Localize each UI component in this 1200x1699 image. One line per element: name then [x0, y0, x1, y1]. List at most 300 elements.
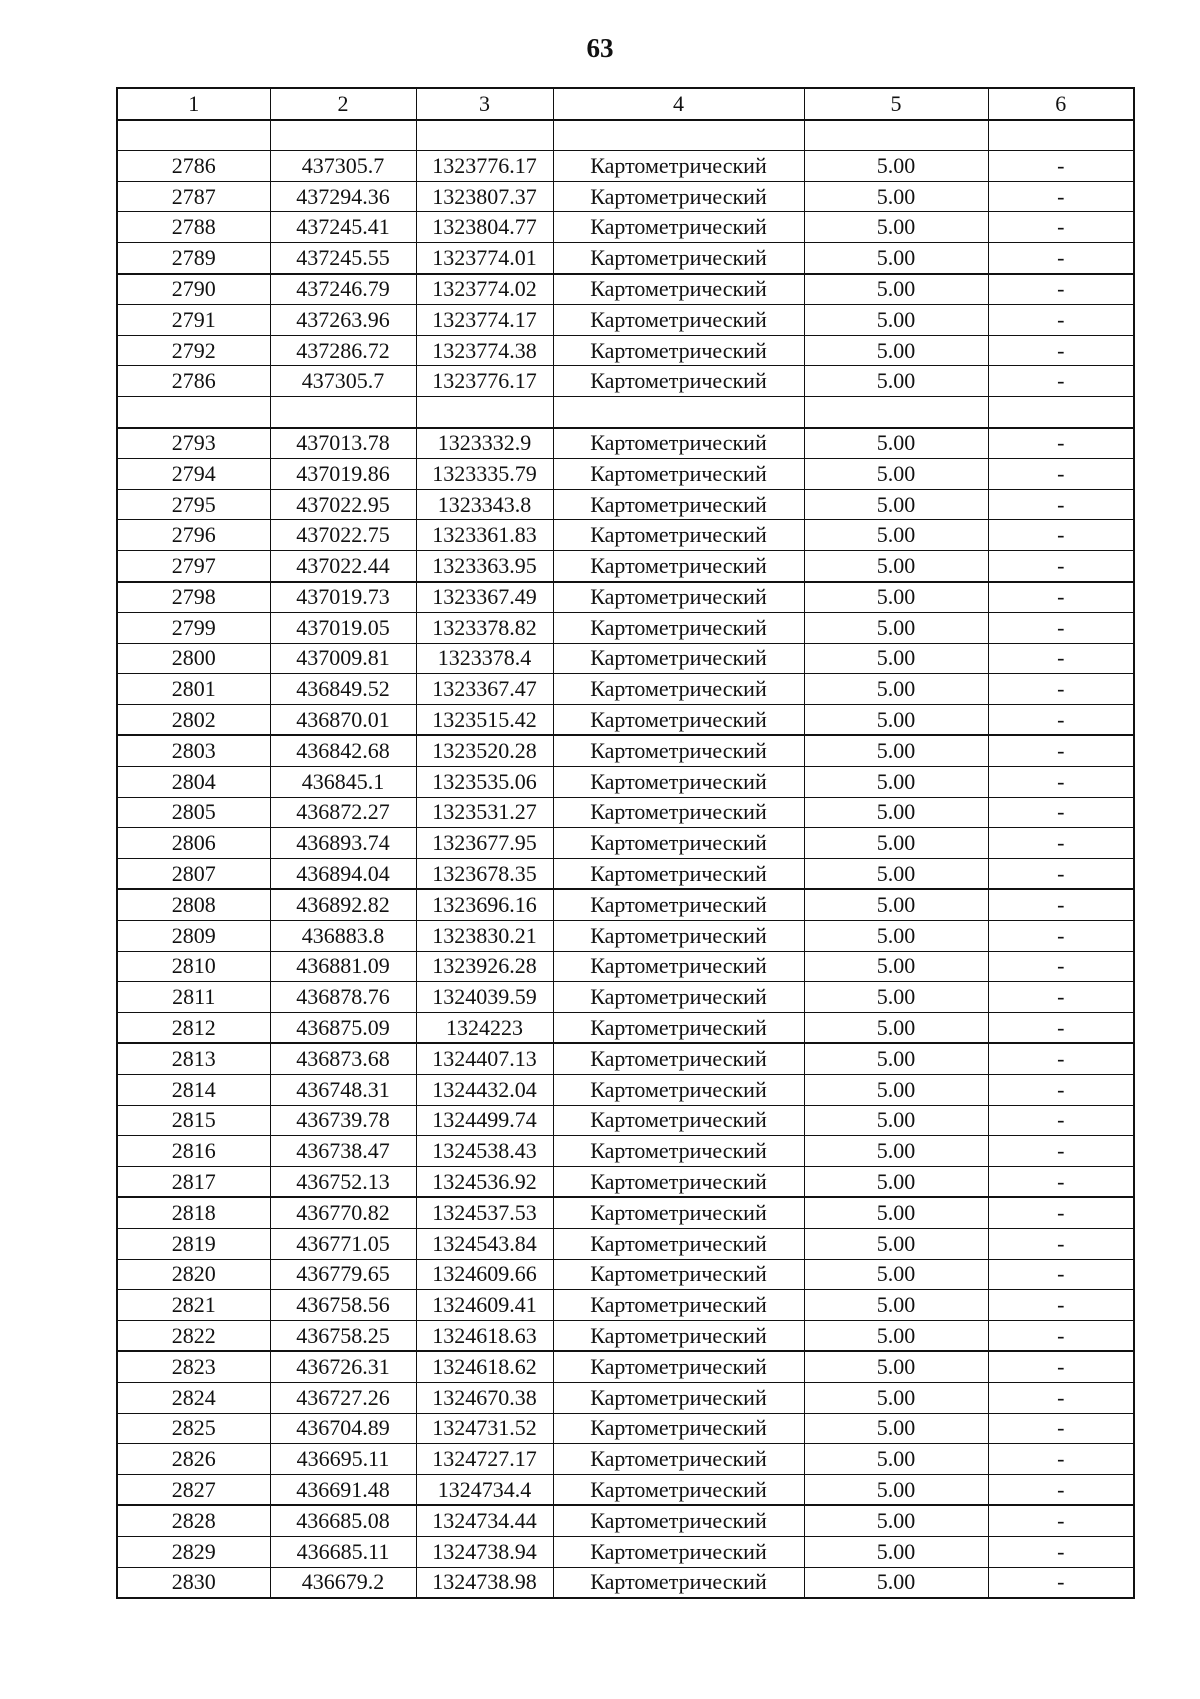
accuracy-cell: 5.00 [804, 1166, 988, 1197]
x-coordinate-cell: 436695.11 [270, 1444, 416, 1475]
accuracy-cell: 5.00 [804, 366, 988, 397]
accuracy-cell: 5.00 [804, 489, 988, 520]
description-cell: - [988, 1351, 1134, 1382]
table-row [117, 1320, 1134, 1351]
point-number-cell: 2811 [117, 982, 270, 1013]
x-coordinate-cell: 436758.25 [270, 1320, 416, 1351]
accuracy-cell: 5.00 [804, 582, 988, 613]
description-cell: - [988, 1413, 1134, 1444]
table-row [117, 366, 1134, 397]
table-row [117, 212, 1134, 243]
table-row [117, 767, 1134, 798]
x-coordinate-cell: 437246.79 [270, 274, 416, 305]
x-coordinate-cell: 436875.09 [270, 1012, 416, 1043]
x-coordinate-cell: 437305.7 [270, 366, 416, 397]
description-cell [988, 396, 1134, 427]
method-cell: Картометрический [553, 982, 804, 1013]
separator-row [117, 396, 1134, 427]
y-coordinate-cell: 1323335.79 [416, 459, 553, 490]
point-number-cell: 2818 [117, 1197, 270, 1228]
description-cell: - [988, 582, 1134, 613]
description-cell: - [988, 151, 1134, 182]
method-cell: Картометрический [553, 1228, 804, 1259]
method-cell: Картометрический [553, 643, 804, 674]
table-row [117, 735, 1134, 766]
method-cell: Картометрический [553, 151, 804, 182]
description-cell: - [988, 1105, 1134, 1136]
table-row [117, 1474, 1134, 1505]
accuracy-cell: 5.00 [804, 459, 988, 490]
x-coordinate-cell: 436771.05 [270, 1228, 416, 1259]
y-coordinate-cell: 1324734.4 [416, 1474, 553, 1505]
description-cell: - [988, 613, 1134, 644]
accuracy-cell: 5.00 [804, 181, 988, 212]
y-coordinate-cell: 1323774.02 [416, 274, 553, 305]
method-cell: Картометрический [553, 1567, 804, 1598]
description-cell: - [988, 1536, 1134, 1567]
method-cell: Картометрический [553, 735, 804, 766]
table-row [117, 1105, 1134, 1136]
table-row [117, 1259, 1134, 1290]
table-row [117, 550, 1134, 581]
method-cell: Картометрический [553, 459, 804, 490]
accuracy-cell: 5.00 [804, 428, 988, 459]
x-coordinate-cell: 437245.41 [270, 212, 416, 243]
table-row [117, 1166, 1134, 1197]
method-cell: Картометрический [553, 1197, 804, 1228]
table-row [117, 1351, 1134, 1382]
method-cell: Картометрический [553, 212, 804, 243]
description-cell: - [988, 1166, 1134, 1197]
accuracy-cell: 5.00 [804, 151, 988, 182]
method-cell: Картометрический [553, 1444, 804, 1475]
method-cell: Картометрический [553, 582, 804, 613]
y-coordinate-cell: 1323696.16 [416, 889, 553, 920]
y-coordinate-cell [416, 120, 553, 151]
method-cell: Картометрический [553, 674, 804, 705]
y-coordinate-cell: 1323776.17 [416, 151, 553, 182]
y-coordinate-cell: 1323535.06 [416, 767, 553, 798]
point-number-cell: 2830 [117, 1567, 270, 1598]
accuracy-cell: 5.00 [804, 767, 988, 798]
description-cell: - [988, 489, 1134, 520]
method-cell: Картометрический [553, 1290, 804, 1321]
accuracy-cell: 5.00 [804, 1075, 988, 1106]
method-cell: Картометрический [553, 520, 804, 551]
coordinates-table-body [117, 88, 1134, 1598]
y-coordinate-cell: 1324727.17 [416, 1444, 553, 1475]
description-cell: - [988, 1474, 1134, 1505]
table-row [117, 797, 1134, 828]
description-cell: - [988, 674, 1134, 705]
point-number-cell: 2795 [117, 489, 270, 520]
method-cell: Картометрический [553, 1351, 804, 1382]
table-row [117, 489, 1134, 520]
description-cell: - [988, 274, 1134, 305]
y-coordinate-cell: 1324618.63 [416, 1320, 553, 1351]
description-cell [988, 120, 1134, 151]
y-coordinate-cell: 1323515.42 [416, 704, 553, 735]
x-coordinate-cell: 436870.01 [270, 704, 416, 735]
y-coordinate-cell: 1323531.27 [416, 797, 553, 828]
point-number-cell: 2824 [117, 1382, 270, 1413]
point-number-cell: 2821 [117, 1290, 270, 1321]
description-cell: - [988, 459, 1134, 490]
table-row [117, 1043, 1134, 1074]
method-cell [553, 396, 804, 427]
accuracy-cell: 5.00 [804, 1259, 988, 1290]
x-coordinate-cell: 436738.47 [270, 1136, 416, 1167]
description-cell: - [988, 1012, 1134, 1043]
table-row [117, 520, 1134, 551]
accuracy-cell: 5.00 [804, 674, 988, 705]
x-coordinate-cell: 436685.11 [270, 1536, 416, 1567]
point-number-cell: 2813 [117, 1043, 270, 1074]
description-cell: - [988, 1320, 1134, 1351]
point-number-cell: 2810 [117, 951, 270, 982]
column-number-row [117, 88, 1134, 120]
method-cell: Картометрический [553, 1505, 804, 1536]
y-coordinate-cell: 1323807.37 [416, 181, 553, 212]
accuracy-cell: 5.00 [804, 242, 988, 273]
accuracy-cell: 5.00 [804, 1505, 988, 1536]
y-coordinate-cell: 1323361.83 [416, 520, 553, 551]
accuracy-cell: 5.00 [804, 1228, 988, 1259]
accuracy-cell: 5.00 [804, 1474, 988, 1505]
table-row [117, 1444, 1134, 1475]
point-number-cell: 2801 [117, 674, 270, 705]
y-coordinate-cell: 1323774.38 [416, 335, 553, 366]
x-coordinate-cell: 436892.82 [270, 889, 416, 920]
point-number-cell: 2786 [117, 366, 270, 397]
method-cell: Картометрический [553, 1259, 804, 1290]
point-number-cell: 2804 [117, 767, 270, 798]
y-coordinate-cell: 1324536.92 [416, 1166, 553, 1197]
point-number-cell: 2815 [117, 1105, 270, 1136]
table-row [117, 1075, 1134, 1106]
description-cell: - [988, 335, 1134, 366]
column-header: 1 [117, 88, 270, 120]
table-row [117, 613, 1134, 644]
point-number-cell: 2792 [117, 335, 270, 366]
y-coordinate-cell: 1323776.17 [416, 366, 553, 397]
table-row [117, 181, 1134, 212]
description-cell: - [988, 1075, 1134, 1106]
point-number-cell: 2791 [117, 305, 270, 336]
description-cell: - [988, 767, 1134, 798]
x-coordinate-cell: 437009.81 [270, 643, 416, 674]
method-cell: Картометрический [553, 1105, 804, 1136]
column-header: 5 [804, 88, 988, 120]
x-coordinate-cell: 436883.8 [270, 921, 416, 952]
method-cell: Картометрический [553, 274, 804, 305]
point-number-cell: 2816 [117, 1136, 270, 1167]
x-coordinate-cell: 437022.95 [270, 489, 416, 520]
method-cell: Картометрический [553, 704, 804, 735]
description-cell: - [988, 366, 1134, 397]
description-cell: - [988, 242, 1134, 273]
point-number-cell: 2798 [117, 582, 270, 613]
point-number-cell: 2799 [117, 613, 270, 644]
accuracy-cell: 5.00 [804, 1105, 988, 1136]
separator-row [117, 120, 1134, 151]
y-coordinate-cell: 1323774.01 [416, 242, 553, 273]
description-cell: - [988, 858, 1134, 889]
description-cell: - [988, 1136, 1134, 1167]
method-cell: Картометрический [553, 242, 804, 273]
y-coordinate-cell: 1324543.84 [416, 1228, 553, 1259]
x-coordinate-cell: 436704.89 [270, 1413, 416, 1444]
description-cell: - [988, 1567, 1134, 1598]
table-row [117, 1012, 1134, 1043]
method-cell: Картометрический [553, 797, 804, 828]
accuracy-cell: 5.00 [804, 858, 988, 889]
point-number-cell: 2790 [117, 274, 270, 305]
point-number-cell: 2826 [117, 1444, 270, 1475]
accuracy-cell: 5.00 [804, 1320, 988, 1351]
point-number-cell: 2825 [117, 1413, 270, 1444]
description-cell: - [988, 1259, 1134, 1290]
x-coordinate-cell: 436758.56 [270, 1290, 416, 1321]
method-cell: Картометрический [553, 767, 804, 798]
method-cell: Картометрический [553, 181, 804, 212]
point-number-cell: 2796 [117, 520, 270, 551]
y-coordinate-cell: 1324670.38 [416, 1382, 553, 1413]
table-row [117, 428, 1134, 459]
accuracy-cell: 5.00 [804, 889, 988, 920]
description-cell: - [988, 889, 1134, 920]
point-number-cell: 2817 [117, 1166, 270, 1197]
y-coordinate-cell: 1323830.21 [416, 921, 553, 952]
description-cell: - [988, 951, 1134, 982]
y-coordinate-cell: 1324734.44 [416, 1505, 553, 1536]
point-number-cell: 2827 [117, 1474, 270, 1505]
x-coordinate-cell: 436727.26 [270, 1382, 416, 1413]
y-coordinate-cell [416, 396, 553, 427]
x-coordinate-cell: 436842.68 [270, 735, 416, 766]
accuracy-cell: 5.00 [804, 1351, 988, 1382]
accuracy-cell: 5.00 [804, 951, 988, 982]
x-coordinate-cell: 437294.36 [270, 181, 416, 212]
x-coordinate-cell: 436881.09 [270, 951, 416, 982]
table-row [117, 1536, 1134, 1567]
x-coordinate-cell: 437019.73 [270, 582, 416, 613]
point-number-cell: 2806 [117, 828, 270, 859]
x-coordinate-cell: 437245.55 [270, 242, 416, 273]
y-coordinate-cell: 1324618.62 [416, 1351, 553, 1382]
point-number-cell: 2802 [117, 704, 270, 735]
description-cell: - [988, 797, 1134, 828]
table-row [117, 643, 1134, 674]
table-row [117, 1290, 1134, 1321]
y-coordinate-cell: 1324609.41 [416, 1290, 553, 1321]
table-row [117, 951, 1134, 982]
x-coordinate-cell [270, 396, 416, 427]
table-row [117, 335, 1134, 366]
method-cell: Картометрический [553, 335, 804, 366]
description-cell: - [988, 1043, 1134, 1074]
y-coordinate-cell: 1323343.8 [416, 489, 553, 520]
accuracy-cell: 5.00 [804, 1136, 988, 1167]
y-coordinate-cell: 1324609.66 [416, 1259, 553, 1290]
y-coordinate-cell: 1323367.49 [416, 582, 553, 613]
accuracy-cell: 5.00 [804, 274, 988, 305]
y-coordinate-cell: 1323926.28 [416, 951, 553, 982]
column-header: 4 [553, 88, 804, 120]
y-coordinate-cell: 1324499.74 [416, 1105, 553, 1136]
y-coordinate-cell: 1324432.04 [416, 1075, 553, 1106]
table-row [117, 1228, 1134, 1259]
point-number-cell: 2788 [117, 212, 270, 243]
x-coordinate-cell: 436739.78 [270, 1105, 416, 1136]
table-row [117, 921, 1134, 952]
point-number-cell: 2786 [117, 151, 270, 182]
method-cell: Картометрический [553, 1136, 804, 1167]
accuracy-cell: 5.00 [804, 1413, 988, 1444]
point-number-cell: 2828 [117, 1505, 270, 1536]
table-row [117, 982, 1134, 1013]
y-coordinate-cell: 1324738.94 [416, 1536, 553, 1567]
page-number: 63 [586, 33, 614, 63]
y-coordinate-cell: 1323363.95 [416, 550, 553, 581]
accuracy-cell: 5.00 [804, 1197, 988, 1228]
x-coordinate-cell: 436679.2 [270, 1567, 416, 1598]
method-cell: Картометрический [553, 1043, 804, 1074]
x-coordinate-cell: 437022.44 [270, 550, 416, 581]
y-coordinate-cell: 1323378.82 [416, 613, 553, 644]
point-number-cell: 2789 [117, 242, 270, 273]
x-coordinate-cell: 436691.48 [270, 1474, 416, 1505]
y-coordinate-cell: 1323332.9 [416, 428, 553, 459]
y-coordinate-cell: 1323677.95 [416, 828, 553, 859]
description-cell: - [988, 1505, 1134, 1536]
x-coordinate-cell: 436878.76 [270, 982, 416, 1013]
method-cell: Картометрический [553, 1320, 804, 1351]
y-coordinate-cell: 1324738.98 [416, 1567, 553, 1598]
column-header: 3 [416, 88, 553, 120]
point-number-cell: 2808 [117, 889, 270, 920]
method-cell: Картометрический [553, 828, 804, 859]
description-cell: - [988, 212, 1134, 243]
method-cell: Картометрический [553, 550, 804, 581]
description-cell: - [988, 828, 1134, 859]
point-number-cell [117, 120, 270, 151]
method-cell: Картометрический [553, 613, 804, 644]
description-cell: - [988, 305, 1134, 336]
point-number-cell: 2805 [117, 797, 270, 828]
y-coordinate-cell: 1324731.52 [416, 1413, 553, 1444]
accuracy-cell: 5.00 [804, 643, 988, 674]
accuracy-cell: 5.00 [804, 1290, 988, 1321]
description-cell: - [988, 1382, 1134, 1413]
point-number-cell: 2794 [117, 459, 270, 490]
description-cell: - [988, 735, 1134, 766]
y-coordinate-cell: 1324039.59 [416, 982, 553, 1013]
table-row [117, 704, 1134, 735]
table-row [117, 582, 1134, 613]
accuracy-cell: 5.00 [804, 520, 988, 551]
x-coordinate-cell: 436894.04 [270, 858, 416, 889]
method-cell: Картометрический [553, 1166, 804, 1197]
y-coordinate-cell: 1324537.53 [416, 1197, 553, 1228]
method-cell: Картометрический [553, 1413, 804, 1444]
y-coordinate-cell: 1323367.47 [416, 674, 553, 705]
method-cell: Картометрический [553, 305, 804, 336]
x-coordinate-cell: 436849.52 [270, 674, 416, 705]
y-coordinate-cell: 1323804.77 [416, 212, 553, 243]
description-cell: - [988, 1444, 1134, 1475]
x-coordinate-cell: 437022.75 [270, 520, 416, 551]
y-coordinate-cell: 1324538.43 [416, 1136, 553, 1167]
description-cell: - [988, 643, 1134, 674]
x-coordinate-cell: 436779.65 [270, 1259, 416, 1290]
description-cell: - [988, 1197, 1134, 1228]
accuracy-cell: 5.00 [804, 735, 988, 766]
accuracy-cell: 5.00 [804, 982, 988, 1013]
y-coordinate-cell: 1324407.13 [416, 1043, 553, 1074]
x-coordinate-cell: 436873.68 [270, 1043, 416, 1074]
accuracy-cell: 5.00 [804, 1536, 988, 1567]
y-coordinate-cell: 1323378.4 [416, 643, 553, 674]
point-number-cell: 2797 [117, 550, 270, 581]
description-cell: - [988, 550, 1134, 581]
x-coordinate-cell: 436872.27 [270, 797, 416, 828]
accuracy-cell: 5.00 [804, 797, 988, 828]
y-coordinate-cell: 1323678.35 [416, 858, 553, 889]
x-coordinate-cell: 436770.82 [270, 1197, 416, 1228]
accuracy-cell: 5.00 [804, 704, 988, 735]
x-coordinate-cell: 437019.05 [270, 613, 416, 644]
x-coordinate-cell: 436752.13 [270, 1166, 416, 1197]
x-coordinate-cell: 437263.96 [270, 305, 416, 336]
accuracy-cell: 5.00 [804, 613, 988, 644]
method-cell: Картометрический [553, 366, 804, 397]
point-number-cell: 2812 [117, 1012, 270, 1043]
point-number-cell: 2820 [117, 1259, 270, 1290]
point-number-cell: 2809 [117, 921, 270, 952]
point-number-cell: 2829 [117, 1536, 270, 1567]
point-number-cell: 2819 [117, 1228, 270, 1259]
accuracy-cell: 5.00 [804, 305, 988, 336]
accuracy-cell: 5.00 [804, 335, 988, 366]
point-number-cell: 2823 [117, 1351, 270, 1382]
x-coordinate-cell: 436748.31 [270, 1075, 416, 1106]
point-number-cell [117, 396, 270, 427]
x-coordinate-cell: 436845.1 [270, 767, 416, 798]
accuracy-cell: 5.00 [804, 1043, 988, 1074]
method-cell: Картометрический [553, 428, 804, 459]
description-cell: - [988, 428, 1134, 459]
method-cell: Картометрический [553, 1474, 804, 1505]
description-cell: - [988, 982, 1134, 1013]
description-cell: - [988, 1228, 1134, 1259]
method-cell: Картометрический [553, 1075, 804, 1106]
method-cell: Картометрический [553, 858, 804, 889]
x-coordinate-cell: 436685.08 [270, 1505, 416, 1536]
table-row [117, 828, 1134, 859]
table-row [117, 1567, 1134, 1598]
method-cell: Картометрический [553, 1536, 804, 1567]
y-coordinate-cell: 1323774.17 [416, 305, 553, 336]
table-row [117, 1413, 1134, 1444]
x-coordinate-cell: 437019.86 [270, 459, 416, 490]
table-row [117, 1136, 1134, 1167]
point-number-cell: 2822 [117, 1320, 270, 1351]
method-cell: Картометрический [553, 1382, 804, 1413]
table-row [117, 151, 1134, 182]
description-cell: - [988, 921, 1134, 952]
accuracy-cell: 5.00 [804, 1567, 988, 1598]
